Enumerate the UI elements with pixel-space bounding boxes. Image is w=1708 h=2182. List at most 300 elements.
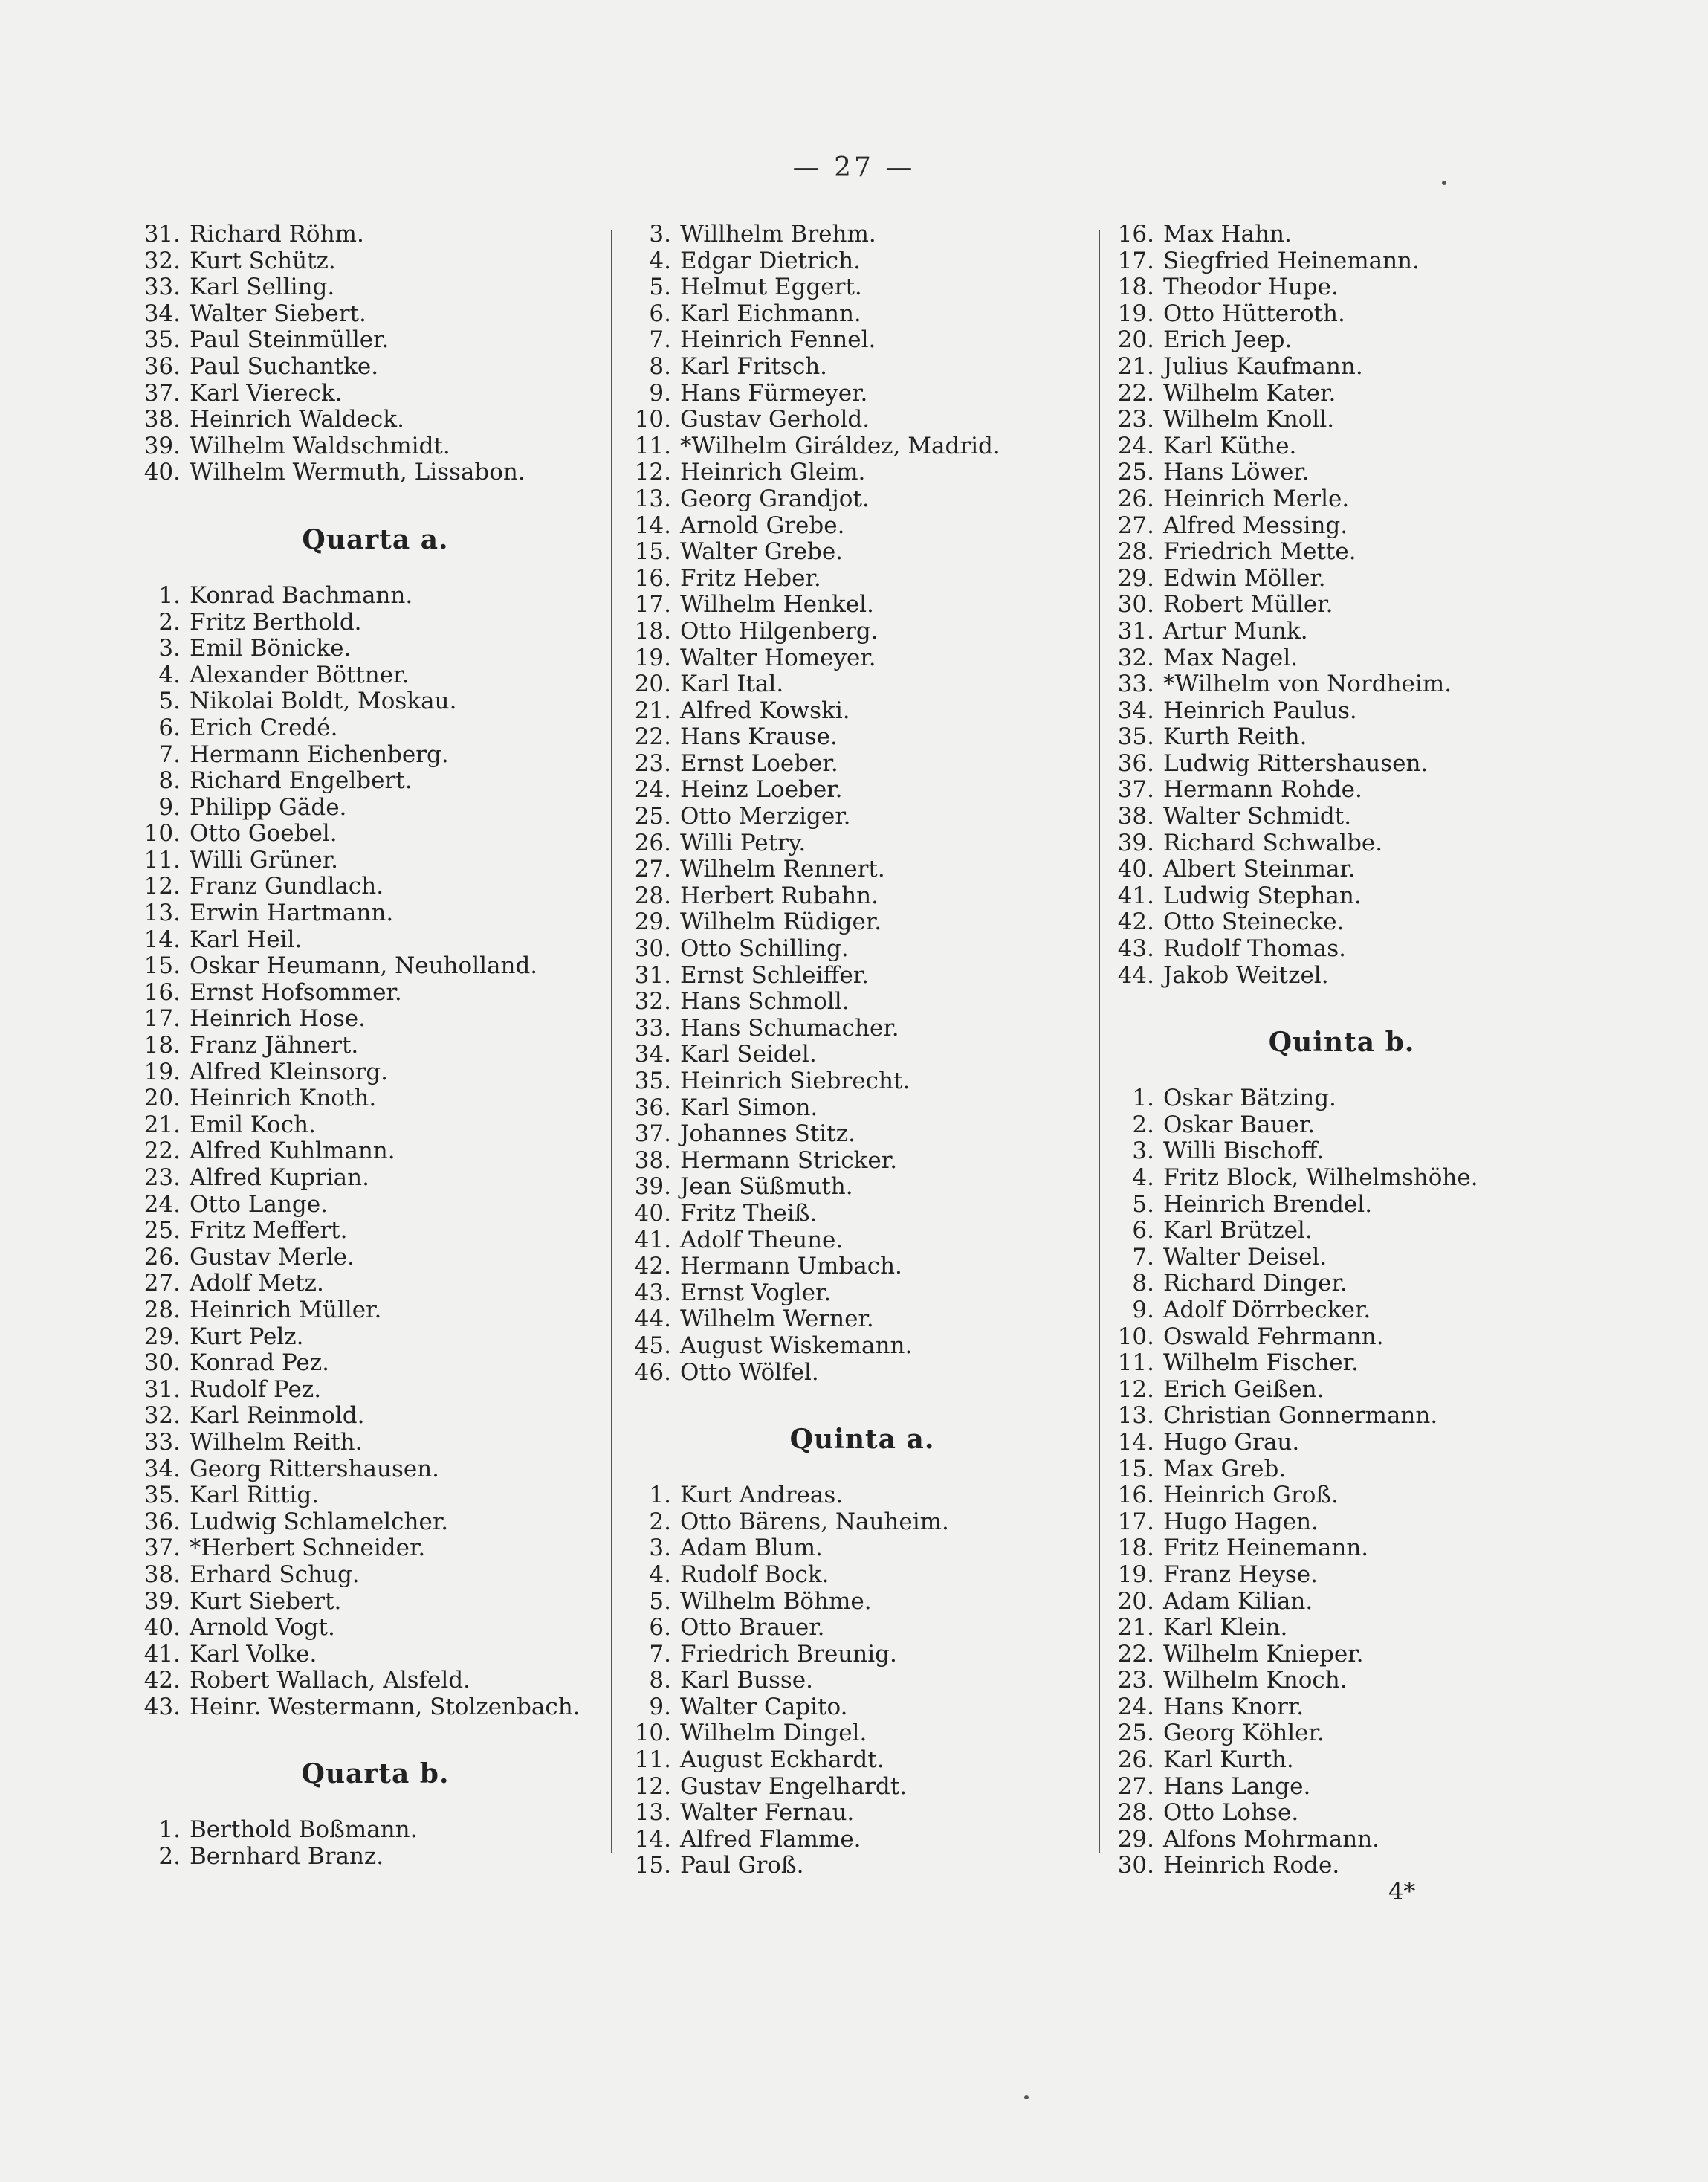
list-item-number: 6. xyxy=(1132,1217,1154,1245)
list-item-number: 1. xyxy=(158,1816,181,1844)
list-item-number: 36. xyxy=(143,352,181,380)
list-item-number: 18. xyxy=(143,1032,181,1059)
list-item-name: Otto Merziger. xyxy=(680,803,851,830)
list-item xyxy=(138,742,613,769)
list-item-name: Max Greb. xyxy=(1163,1455,1287,1482)
list-item xyxy=(628,1747,1096,1774)
list-item-name: Wilhelm Fischer. xyxy=(1163,1349,1359,1377)
list-item-name: Otto Lohse. xyxy=(1163,1799,1299,1827)
list-item-name: Albert Steinmar. xyxy=(1163,856,1356,883)
heading-quarta-b: Quarta b. xyxy=(301,1758,450,1790)
list-item-name: Wilhelm Reith. xyxy=(190,1428,363,1456)
list-item xyxy=(138,1377,613,1404)
list-item-number: 16. xyxy=(1117,1482,1154,1509)
list-item xyxy=(1111,883,1572,910)
list-item xyxy=(628,433,1096,460)
list-item-number: 9. xyxy=(649,379,671,407)
list-item-name: Alfred Kuprian. xyxy=(190,1164,369,1191)
list-item xyxy=(1111,1324,1572,1351)
list-item-number: 39. xyxy=(1117,829,1154,856)
list-item-number: 3. xyxy=(158,635,181,662)
list-item-name: Willi Petry. xyxy=(680,829,806,856)
list-item-number: 28. xyxy=(1117,1799,1154,1827)
list-item xyxy=(628,1774,1096,1801)
list-item xyxy=(628,1800,1096,1827)
list-item-number: 27. xyxy=(1117,511,1154,539)
list-item-number: 15. xyxy=(1117,1455,1154,1482)
list-item-name: Kurt Schütz. xyxy=(190,247,336,274)
list-item-name: Karl Eichmann. xyxy=(680,300,861,327)
list-item-number: 30. xyxy=(1117,1852,1154,1879)
list-item xyxy=(138,1245,613,1271)
list-item-name: Kurt Andreas. xyxy=(680,1482,844,1509)
list-item xyxy=(138,610,613,636)
list-item xyxy=(628,1306,1096,1333)
list-item xyxy=(138,662,613,689)
list-item xyxy=(628,1827,1096,1853)
list-item xyxy=(138,1589,613,1615)
list-item-name: Otto Lange. xyxy=(190,1190,328,1218)
list-item-number: 17. xyxy=(143,1005,181,1033)
list-item-number: 31. xyxy=(1117,617,1154,645)
list-item-name: Heinrich Fennel. xyxy=(680,326,876,354)
list-item-number: 25. xyxy=(1117,459,1154,486)
list-item-name: Adolf Dörrbecker. xyxy=(1163,1296,1371,1323)
list-item-number: 23. xyxy=(1117,1667,1154,1694)
list-item-number: 8. xyxy=(1132,1270,1154,1297)
list-item-name: Ludwig Stephan. xyxy=(1163,882,1362,909)
list-item xyxy=(1111,698,1572,725)
list-item xyxy=(138,1817,613,1844)
list-item xyxy=(628,459,1096,486)
list-item-number: 24. xyxy=(634,776,671,804)
list-item-name: Otto Schilling. xyxy=(680,935,849,963)
list-item xyxy=(138,1138,613,1165)
list-item-number: 35. xyxy=(1117,723,1154,751)
list-item xyxy=(138,1033,613,1059)
list-item-name: Willi Bischoff. xyxy=(1163,1137,1324,1165)
list-item xyxy=(628,1201,1096,1227)
list-item-number: 35. xyxy=(143,326,181,354)
list-item xyxy=(1111,222,1572,248)
list-item-number: 18. xyxy=(634,617,671,645)
list-item xyxy=(1111,354,1572,381)
list-item-number: 20. xyxy=(1117,326,1154,354)
list-item-name: Wilhelm Knoll. xyxy=(1163,406,1335,433)
list-item-number: 23. xyxy=(143,1164,181,1191)
list-item xyxy=(1111,1377,1572,1404)
list-item-number: 9. xyxy=(649,1693,671,1720)
list-item-name: Wilhelm Knieper. xyxy=(1163,1640,1364,1668)
list-item xyxy=(138,1403,613,1430)
list-item-name: Erich Jeep. xyxy=(1163,326,1293,354)
list-item-name: Karl Fritsch. xyxy=(680,352,828,380)
list-item-number: 4. xyxy=(1132,1164,1154,1191)
list-item-number: 10. xyxy=(143,820,181,848)
list-item xyxy=(1111,1297,1572,1324)
list-item-number: 35. xyxy=(634,1068,671,1094)
list-item-name: Hermann Umbach. xyxy=(680,1253,902,1280)
list-item-name: Georg Köhler. xyxy=(1163,1720,1324,1747)
list-item xyxy=(1111,1430,1572,1456)
list-item-name: Hermann Stricker. xyxy=(680,1146,898,1174)
list-item-name: Franz Heyse. xyxy=(1163,1560,1318,1588)
list-item-name: Edwin Möller. xyxy=(1163,564,1326,592)
list-item-number: 37. xyxy=(143,379,181,407)
list-item xyxy=(138,1615,613,1642)
list-item xyxy=(1111,963,1572,990)
list-item-name: Hermann Eichenberg. xyxy=(190,740,449,768)
list-item xyxy=(628,751,1096,778)
list-item-name: Hermann Rohde. xyxy=(1163,776,1362,804)
list-item-name: Karl Klein. xyxy=(1163,1614,1288,1642)
list-item xyxy=(1111,1403,1572,1430)
list-item xyxy=(628,1148,1096,1175)
list-item-number: 19. xyxy=(143,1058,181,1085)
list-item-name: Arnold Grebe. xyxy=(680,511,845,539)
list-item-name: *Herbert Schneider. xyxy=(190,1534,426,1562)
list-item-name: Otto Brauer. xyxy=(680,1614,825,1642)
list-item-number: 40. xyxy=(143,459,181,486)
list-item xyxy=(138,1297,613,1324)
list-item-number: 8. xyxy=(158,767,181,795)
list-item xyxy=(1111,539,1572,566)
list-item xyxy=(628,724,1096,751)
list-item xyxy=(628,804,1096,830)
list-item xyxy=(138,900,613,927)
list-item-name: Artur Munk. xyxy=(1163,617,1308,645)
list-item xyxy=(1111,777,1572,804)
list-item-number: 34. xyxy=(634,1041,671,1068)
list-item xyxy=(138,1165,613,1192)
list-item-name: Jean Süßmuth. xyxy=(680,1173,853,1201)
list-item-name: Adolf Theune. xyxy=(680,1226,844,1253)
list-item-name: Karl Kurth. xyxy=(1163,1746,1294,1774)
list-item-name: Paul Suchantke. xyxy=(190,352,379,380)
list-item-name: Heinr. Westermann, Stolzenbach. xyxy=(190,1693,580,1720)
list-item xyxy=(138,715,613,742)
list-item-number: 46. xyxy=(634,1358,671,1386)
list-item-number: 34. xyxy=(143,1455,181,1482)
list-item-number: 28. xyxy=(1117,538,1154,566)
list-item xyxy=(1111,566,1572,593)
list-item-name: Walter Siebert. xyxy=(190,300,366,327)
list-item xyxy=(138,874,613,900)
list-item-name: Julius Kaufmann. xyxy=(1163,352,1363,380)
list-item-number: 35. xyxy=(143,1482,181,1509)
list-item-name: Walter Fernau. xyxy=(680,1799,855,1827)
list-item xyxy=(628,1174,1096,1201)
list-item-number: 27. xyxy=(634,856,671,883)
list-item-name: Hugo Grau. xyxy=(1163,1428,1300,1456)
list-item-number: 34. xyxy=(1117,697,1154,724)
list-item xyxy=(138,821,613,848)
list-item-name: Adolf Metz. xyxy=(190,1270,324,1297)
list-item-number: 37. xyxy=(1117,776,1154,804)
list-item xyxy=(628,1589,1096,1615)
list-item xyxy=(138,1694,613,1721)
list-item-name: Heinrich Groß. xyxy=(1163,1482,1339,1509)
list-item-name: Wilhelm Knoch. xyxy=(1163,1667,1348,1694)
list-item-name: Richard Schwalbe. xyxy=(1163,829,1383,856)
list-item-name: Willi Grüner. xyxy=(190,846,338,874)
list-item-name: Heinrich Gleim. xyxy=(680,459,866,486)
list-item xyxy=(138,1059,613,1086)
list-item xyxy=(628,301,1096,328)
list-item-number: 5. xyxy=(649,1587,671,1615)
list-item-name: Ernst Vogler. xyxy=(680,1279,832,1306)
list-item xyxy=(138,407,613,433)
list-item-name: Jakob Weitzel. xyxy=(1163,961,1329,989)
list-item-number: 36. xyxy=(634,1094,671,1121)
list-item-number: 5. xyxy=(1132,1190,1154,1218)
list-item-number: 1. xyxy=(158,581,181,609)
list-item-number: 36. xyxy=(1117,749,1154,777)
list-item-number: 13. xyxy=(1117,1402,1154,1430)
list-item-name: Karl Volke. xyxy=(190,1640,317,1668)
list-item-name: Ernst Hofsommer. xyxy=(190,978,402,1006)
list-item xyxy=(1111,1112,1572,1139)
list-item xyxy=(628,381,1096,407)
list-item xyxy=(628,1562,1096,1589)
list-item-name: Kurt Pelz. xyxy=(190,1323,304,1350)
list-item-name: Alfred Messing. xyxy=(1163,511,1348,539)
list-item xyxy=(138,248,613,275)
stray-ink-dot xyxy=(1024,2095,1029,2099)
list-item xyxy=(628,222,1096,248)
list-item-number: 24. xyxy=(1117,432,1154,459)
list-item-name: *Wilhelm Giráldez, Madrid. xyxy=(680,432,1000,459)
list-item-number: 44. xyxy=(634,1305,671,1333)
list-quinta-a-continued xyxy=(1111,222,1572,989)
list-item-name: Heinrich Rode. xyxy=(1163,1852,1340,1879)
list-item xyxy=(1111,1668,1572,1694)
list-item-name: Oskar Heumann, Neuholland. xyxy=(190,952,538,980)
list-item-number: 12. xyxy=(634,1772,671,1800)
list-item-name: Hans Krause. xyxy=(680,723,838,751)
list-item-number: 25. xyxy=(1117,1720,1154,1747)
list-item xyxy=(1111,1774,1572,1801)
list-item xyxy=(628,856,1096,883)
list-item xyxy=(1111,1350,1572,1377)
list-item-number: 26. xyxy=(143,1243,181,1271)
list-item-number: 21. xyxy=(1117,352,1154,380)
list-item xyxy=(628,936,1096,963)
list-item-number: 29. xyxy=(143,1323,181,1350)
list-item xyxy=(628,671,1096,698)
list-item-number: 34. xyxy=(143,300,181,327)
list-item-number: 10. xyxy=(1117,1323,1154,1350)
list-item xyxy=(628,274,1096,301)
list-item-name: Konrad Pez. xyxy=(190,1349,329,1377)
list-item xyxy=(1111,1747,1572,1774)
list-item-number: 30. xyxy=(143,1349,181,1377)
list-item xyxy=(138,1482,613,1509)
list-item xyxy=(1111,671,1572,698)
list-item-name: Gustav Gerhold. xyxy=(680,406,870,433)
list-item-name: Karl Heil. xyxy=(190,926,303,953)
list-item xyxy=(628,327,1096,354)
list-item-name: Nikolai Boldt, Moskau. xyxy=(190,688,457,715)
list-item-name: Alfred Kleinsorg. xyxy=(190,1058,389,1085)
list-item-number: 1. xyxy=(649,1482,671,1509)
list-item xyxy=(1111,381,1572,407)
list-item-name: Kurth Reith. xyxy=(1163,723,1307,751)
list-item-number: 2. xyxy=(158,608,181,636)
list-item-number: 40. xyxy=(143,1614,181,1642)
list-item xyxy=(628,1720,1096,1747)
list-item xyxy=(1111,909,1572,936)
list-quarta-a xyxy=(138,583,613,1721)
list-item-number: 15. xyxy=(634,1852,671,1879)
list-item-number: 14. xyxy=(1117,1428,1154,1456)
list-item xyxy=(628,407,1096,433)
list-item-name: Gustav Engelhardt. xyxy=(680,1772,908,1800)
list-item-name: Heinrich Merle. xyxy=(1163,485,1350,512)
list-item xyxy=(1111,645,1572,672)
list-item-number: 39. xyxy=(634,1173,671,1201)
list-item xyxy=(1111,1482,1572,1509)
list-item-name: Wilhelm Henkel. xyxy=(680,591,874,619)
list-item-name: Karl Ital. xyxy=(680,671,784,698)
list-item-number: 17. xyxy=(634,591,671,619)
list-item-number: 38. xyxy=(1117,803,1154,830)
list-item-name: August Wiskemann. xyxy=(680,1332,913,1359)
list-item xyxy=(1111,592,1572,619)
list-item-number: 7. xyxy=(649,326,671,354)
list-item-name: Edgar Dietrich. xyxy=(680,247,861,274)
list-item-name: Otto Goebel. xyxy=(190,820,337,848)
list-item xyxy=(138,1562,613,1589)
list-item xyxy=(1111,486,1572,513)
list-item-number: 40. xyxy=(634,1199,671,1227)
list-item-number: 39. xyxy=(143,432,181,459)
list-item-name: Fritz Theiß. xyxy=(680,1199,818,1227)
list-item xyxy=(628,645,1096,672)
list-item-name: Fritz Berthold. xyxy=(190,608,362,636)
list-item-number: 22. xyxy=(143,1137,181,1165)
list-item xyxy=(628,248,1096,275)
list-item-number: 12. xyxy=(1117,1375,1154,1403)
list-item-number: 26. xyxy=(634,829,671,856)
list-item-name: Alfons Mohrmann. xyxy=(1163,1825,1380,1853)
list-item-name: Rudolf Bock. xyxy=(680,1560,829,1588)
list-item-number: 31. xyxy=(634,961,671,989)
list-item xyxy=(628,592,1096,619)
list-item-name: Georg Grandjot. xyxy=(680,485,870,512)
list-item-name: Hans Lange. xyxy=(1163,1772,1311,1800)
list-item-number: 40. xyxy=(1117,856,1154,883)
list-item-name: Konrad Bachmann. xyxy=(190,581,413,609)
list-item xyxy=(1111,936,1572,963)
list-item-name: Otto Steinecke. xyxy=(1163,908,1345,936)
list-item xyxy=(1111,1138,1572,1165)
list-item xyxy=(138,327,613,354)
list-item-number: 42. xyxy=(634,1253,671,1280)
list-item-number: 31. xyxy=(143,221,181,248)
list-item-name: Siegfried Heinemann. xyxy=(1163,247,1420,274)
list-item-number: 31. xyxy=(143,1375,181,1403)
list-item-number: 33. xyxy=(1117,671,1154,698)
list-item-name: Oskar Bätzing. xyxy=(1163,1085,1336,1112)
list-item xyxy=(1111,1720,1572,1747)
list-item-number: 21. xyxy=(1117,1614,1154,1642)
list-item-name: Hans Fürmeyer. xyxy=(680,379,868,407)
list-item-name: Heinrich Müller. xyxy=(190,1296,382,1323)
list-item-number: 17. xyxy=(1117,247,1154,274)
list-item-name: *Wilhelm von Nordheim. xyxy=(1163,671,1452,698)
list-item-name: Georg Rittershausen. xyxy=(190,1455,440,1482)
list-item-number: 14. xyxy=(143,926,181,953)
list-item-number: 32. xyxy=(143,1402,181,1430)
list-item-number: 2. xyxy=(1132,1111,1154,1138)
list-item xyxy=(1111,1642,1572,1668)
list-item-number: 25. xyxy=(634,803,671,830)
list-item-name: Karl Brützel. xyxy=(1163,1217,1313,1245)
list-item-number: 26. xyxy=(1117,485,1154,512)
stray-ink-dot xyxy=(1442,181,1446,185)
list-item-name: Walter Deisel. xyxy=(1163,1243,1327,1271)
column-middle xyxy=(628,222,1096,1879)
list-item-name: Robert Wallach, Alsfeld. xyxy=(190,1667,470,1694)
list-item xyxy=(138,1218,613,1245)
list-item-name: Karl Reinmold. xyxy=(190,1402,365,1430)
list-item xyxy=(628,539,1096,566)
list-item-number: 6. xyxy=(158,714,181,741)
list-item-name: Hans Knorr. xyxy=(1163,1693,1304,1720)
list-item xyxy=(628,1615,1096,1642)
list-item-number: 12. xyxy=(143,873,181,900)
list-item-number: 39. xyxy=(143,1587,181,1615)
list-item xyxy=(1111,248,1572,275)
list-item-number: 9. xyxy=(158,793,181,821)
list-item-name: Max Hahn. xyxy=(1163,221,1292,248)
list-item xyxy=(628,1016,1096,1042)
list-item-number: 38. xyxy=(143,406,181,433)
list-item-number: 30. xyxy=(634,935,671,963)
list-item xyxy=(138,1006,613,1033)
list-item-number: 21. xyxy=(634,697,671,724)
list-item-name: Karl Simon. xyxy=(680,1094,818,1121)
list-item-number: 20. xyxy=(634,671,671,698)
page-number: — 27 — xyxy=(792,152,916,183)
list-item-name: Karl Seidel. xyxy=(680,1041,817,1068)
list-item-number: 22. xyxy=(634,723,671,751)
list-item-name: Gustav Merle. xyxy=(190,1243,355,1271)
list-item-name: Erich Geißen. xyxy=(1163,1375,1324,1403)
list-item-name: Wilhelm Waldschmidt. xyxy=(190,432,450,459)
list-item-number: 38. xyxy=(634,1146,671,1174)
list-item-name: Wilhelm Werner. xyxy=(680,1305,874,1333)
list-item-name: Herbert Rubahn. xyxy=(680,882,879,909)
list-item xyxy=(138,1112,613,1139)
list-item-name: Helmut Eggert. xyxy=(680,274,862,301)
list-item-number: 33. xyxy=(634,1014,671,1042)
list-item-number: 38. xyxy=(143,1560,181,1588)
list-item-name: Karl Viereck. xyxy=(190,379,343,407)
list-item xyxy=(1111,1192,1572,1219)
list-item xyxy=(628,989,1096,1016)
list-item xyxy=(138,1509,613,1536)
list-item-name: Arnold Vogt. xyxy=(190,1614,335,1642)
list-item-name: Christian Gonnermann. xyxy=(1163,1402,1438,1430)
list-item-number: 10. xyxy=(634,406,671,433)
list-item-name: Erich Credé. xyxy=(190,714,338,741)
list-item-name: Max Nagel. xyxy=(1163,644,1298,671)
list-item-number: 28. xyxy=(143,1296,181,1323)
list-item-name: Friedrich Mette. xyxy=(1163,538,1356,566)
list-item xyxy=(1111,1456,1572,1483)
